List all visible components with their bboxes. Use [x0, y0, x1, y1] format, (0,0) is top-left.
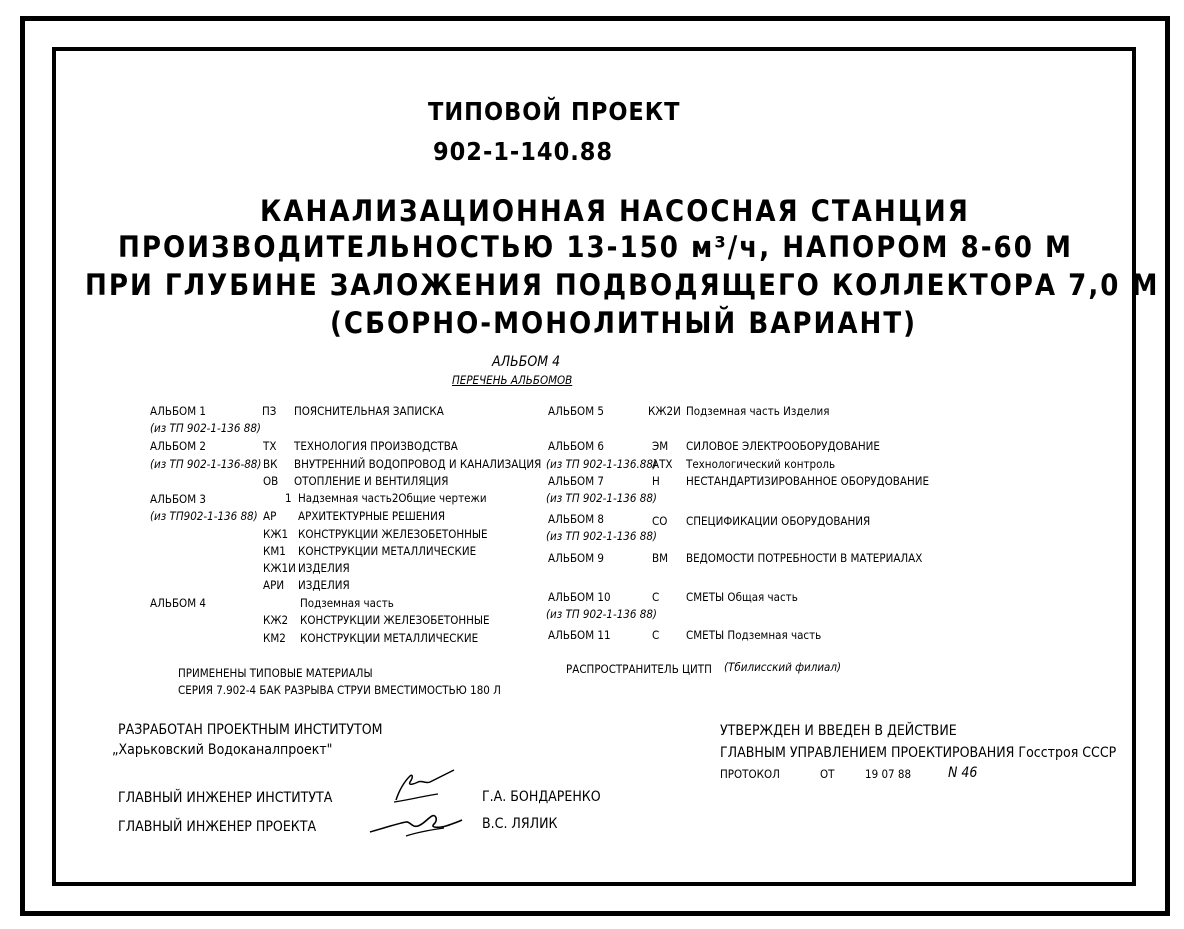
distributor-label: РАСПРОСТРАНИТЕЛЬ [566, 662, 679, 676]
album-1-note: (из ТП 902-1-136 88) [150, 421, 261, 435]
album-5-desc: Подземная часть Изделия [686, 404, 830, 418]
album-4-desc-0: Подземная часть [300, 596, 394, 610]
album-list-title: ПЕРЕЧЕНЬ АЛЬБОМОВ [452, 373, 573, 387]
distributor-branch: (Тбилисский филиал) [724, 660, 842, 674]
materials-label: ПРИМЕНЕНЫ ТИПОВЫЕ МАТЕРИАЛЫ [178, 666, 373, 680]
album-label: АЛЬБОМ 4 [492, 354, 561, 370]
album-6-desc-1: СИЛОВОЕ ЭЛЕКТРООБОРУДОВАНИЕ [686, 439, 880, 453]
album-1-desc: ПОЯСНИТЕЛЬНАЯ ЗАПИСКА [294, 404, 444, 418]
album-3-code-4: КЖ1И [263, 561, 296, 575]
title-line-1: КАНАЛИЗАЦИОННАЯ НАСОСНАЯ СТАНЦИЯ [260, 194, 970, 228]
album-7-note: (из ТП 902-1-136 88) [546, 491, 657, 505]
album-4-desc-1: КОНСТРУКЦИИ ЖЕЛЕЗОБЕТОННЫЕ [300, 613, 490, 627]
album-10: АЛЬБОМ 10 [548, 590, 611, 604]
chief-engineer-institute-role: ГЛАВНЫЙ ИНЖЕНЕР ИНСТИТУТА [118, 790, 333, 806]
album-6: АЛЬБОМ 6 [548, 439, 604, 453]
album-11-code: С [652, 628, 660, 642]
album-5-code: КЖ2И [648, 404, 681, 418]
album-8-note: (из ТП 902-1-136 88) [546, 529, 657, 543]
album-2-desc-1: ТЕХНОЛОГИЯ ПРОИЗВОДСТВА [294, 439, 458, 453]
album-7-code: Н [652, 474, 660, 488]
chief-engineer-institute-name: Г.А. БОНДАРЕНКО [482, 789, 601, 805]
title-line-2: ПРОИЗВОДИТЕЛЬНОСТЬЮ 13-150 м³/ч, НАПОРОМ 8-60 М [118, 230, 1073, 264]
album-3-code-1: АР [263, 509, 277, 523]
album-3-desc-5: ИЗДЕЛИЯ [298, 578, 350, 592]
album-1: АЛЬБОМ 1 [150, 404, 206, 418]
title-line-3: ПРИ ГЛУБИНЕ ЗАЛОЖЕНИЯ ПОДВОДЯЩЕГО КОЛЛЕКТОРА 7,0 М [85, 268, 1160, 302]
project-type: ТИПОВОЙ ПРОЕКТ [428, 97, 681, 126]
album-11-desc: СМЕТЫ Подземная часть [686, 628, 822, 642]
project-number: 902-1-140.88 [433, 137, 614, 166]
album-3-desc-2: КОНСТРУКЦИИ ЖЕЛЕЗОБЕТОННЫЕ [298, 527, 488, 541]
album-3-desc-3: КОНСТРУКЦИИ МЕТАЛЛИЧЕСКИЕ [298, 544, 477, 558]
album-6-code-2: АТХ [652, 457, 673, 471]
album-4-code-1: КЖ2 [263, 613, 289, 627]
protocol-from: ОТ [820, 767, 835, 781]
album-2: АЛЬБОМ 2 [150, 439, 206, 453]
album-6-code-1: ЭМ [652, 439, 669, 453]
album-5: АЛЬБОМ 5 [548, 404, 604, 418]
album-11: АЛЬБОМ 11 [548, 628, 611, 642]
protocol-label: ПРОТОКОЛ [720, 767, 780, 781]
album-2-code-1: ТХ [263, 439, 277, 453]
title-line-4: (СБОРНО-МОНОЛИТНЫЙ ВАРИАНТ) [330, 306, 918, 340]
album-2-code-3: ОВ [263, 474, 279, 488]
album-3: АЛЬБОМ 3 [150, 492, 206, 506]
album-3-code-0: 1 [285, 491, 292, 505]
album-8-desc: СПЕЦИФИКАЦИИ ОБОРУДОВАНИЯ [686, 514, 871, 528]
protocol-number: N 46 [948, 765, 978, 781]
album-4-code-2: КМ2 [263, 631, 286, 645]
developed-by: РАЗРАБОТАН ПРОЕКТНЫМ ИНСТИТУТОМ [118, 722, 383, 738]
approved-line-1: УТВЕРЖДЕН И ВВЕДЕН В ДЕЙСТВИЕ [720, 723, 957, 739]
album-3-code-2: КЖ1 [263, 527, 289, 541]
album-3-desc-4: ИЗДЕЛИЯ [298, 561, 350, 575]
album-3-desc-0: Надземная часть2Общие чертежи [298, 491, 487, 505]
album-8-code: СО [652, 514, 668, 528]
album-6-desc-2: Технологический контроль [686, 457, 836, 471]
approved-line-2: ГЛАВНЫМ УПРАВЛЕНИЕМ ПРОЕКТИРОВАНИЯ Госстроя СССР [720, 745, 1117, 761]
album-3-code-5: АРИ [263, 578, 285, 592]
album-10-note: (из ТП 902-1-136 88) [546, 607, 657, 621]
album-1-code: ПЗ [262, 404, 277, 418]
chief-engineer-project-role: ГЛАВНЫЙ ИНЖЕНЕР ПРОЕКТА [118, 819, 317, 835]
album-7-desc: НЕСТАНДАРТИЗИРОВАННОЕ ОБОРУДОВАНИЕ [686, 474, 930, 488]
distributor-org: ЦИТП [682, 662, 712, 676]
album-2-note: (из ТП 902-1-136-88) [150, 457, 262, 471]
album-9-code: ВМ [652, 551, 669, 565]
album-10-code: С [652, 590, 660, 604]
chief-engineer-project-name: В.С. ЛЯЛИК [482, 816, 558, 832]
album-3-desc-1: АРХИТЕКТУРНЫЕ РЕШЕНИЯ [298, 509, 446, 523]
album-8: АЛЬБОМ 8 [548, 512, 604, 526]
album-10-desc: СМЕТЫ Общая часть [686, 590, 798, 604]
album-7: АЛЬБОМ 7 [548, 474, 604, 488]
album-9-desc: ВЕДОМОСТИ ПОТРЕБНОСТИ В МАТЕРИАЛАХ [686, 551, 923, 565]
developer-org: „Харьковский Водоканалпроект" [112, 742, 333, 758]
album-2-desc-3: ОТОПЛЕНИЕ И ВЕНТИЛЯЦИЯ [294, 474, 449, 488]
materials-series: СЕРИЯ 7.902-4 БАК РАЗРЫВА СТРУИ ВМЕСТИМОСТЬЮ 180 Л [178, 683, 501, 697]
album-4: АЛЬБОМ 4 [150, 596, 206, 610]
album-9: АЛЬБОМ 9 [548, 551, 604, 565]
signature-2 [366, 806, 466, 842]
album-2-desc-2: ВНУТРЕННИЙ ВОДОПРОВОД И КАНАЛИЗАЦИЯ [294, 457, 542, 471]
album-6-note: (из ТП 902-1-136.88) [546, 457, 657, 471]
protocol-date: 19 07 88 [865, 767, 912, 781]
album-3-code-3: КМ1 [263, 544, 286, 558]
signature-1 [388, 766, 468, 808]
album-2-code-2: ВК [263, 457, 278, 471]
album-3-note: (из ТП902-1-136 88) [150, 509, 258, 523]
album-4-desc-2: КОНСТРУКЦИИ МЕТАЛЛИЧЕСКИЕ [300, 631, 479, 645]
